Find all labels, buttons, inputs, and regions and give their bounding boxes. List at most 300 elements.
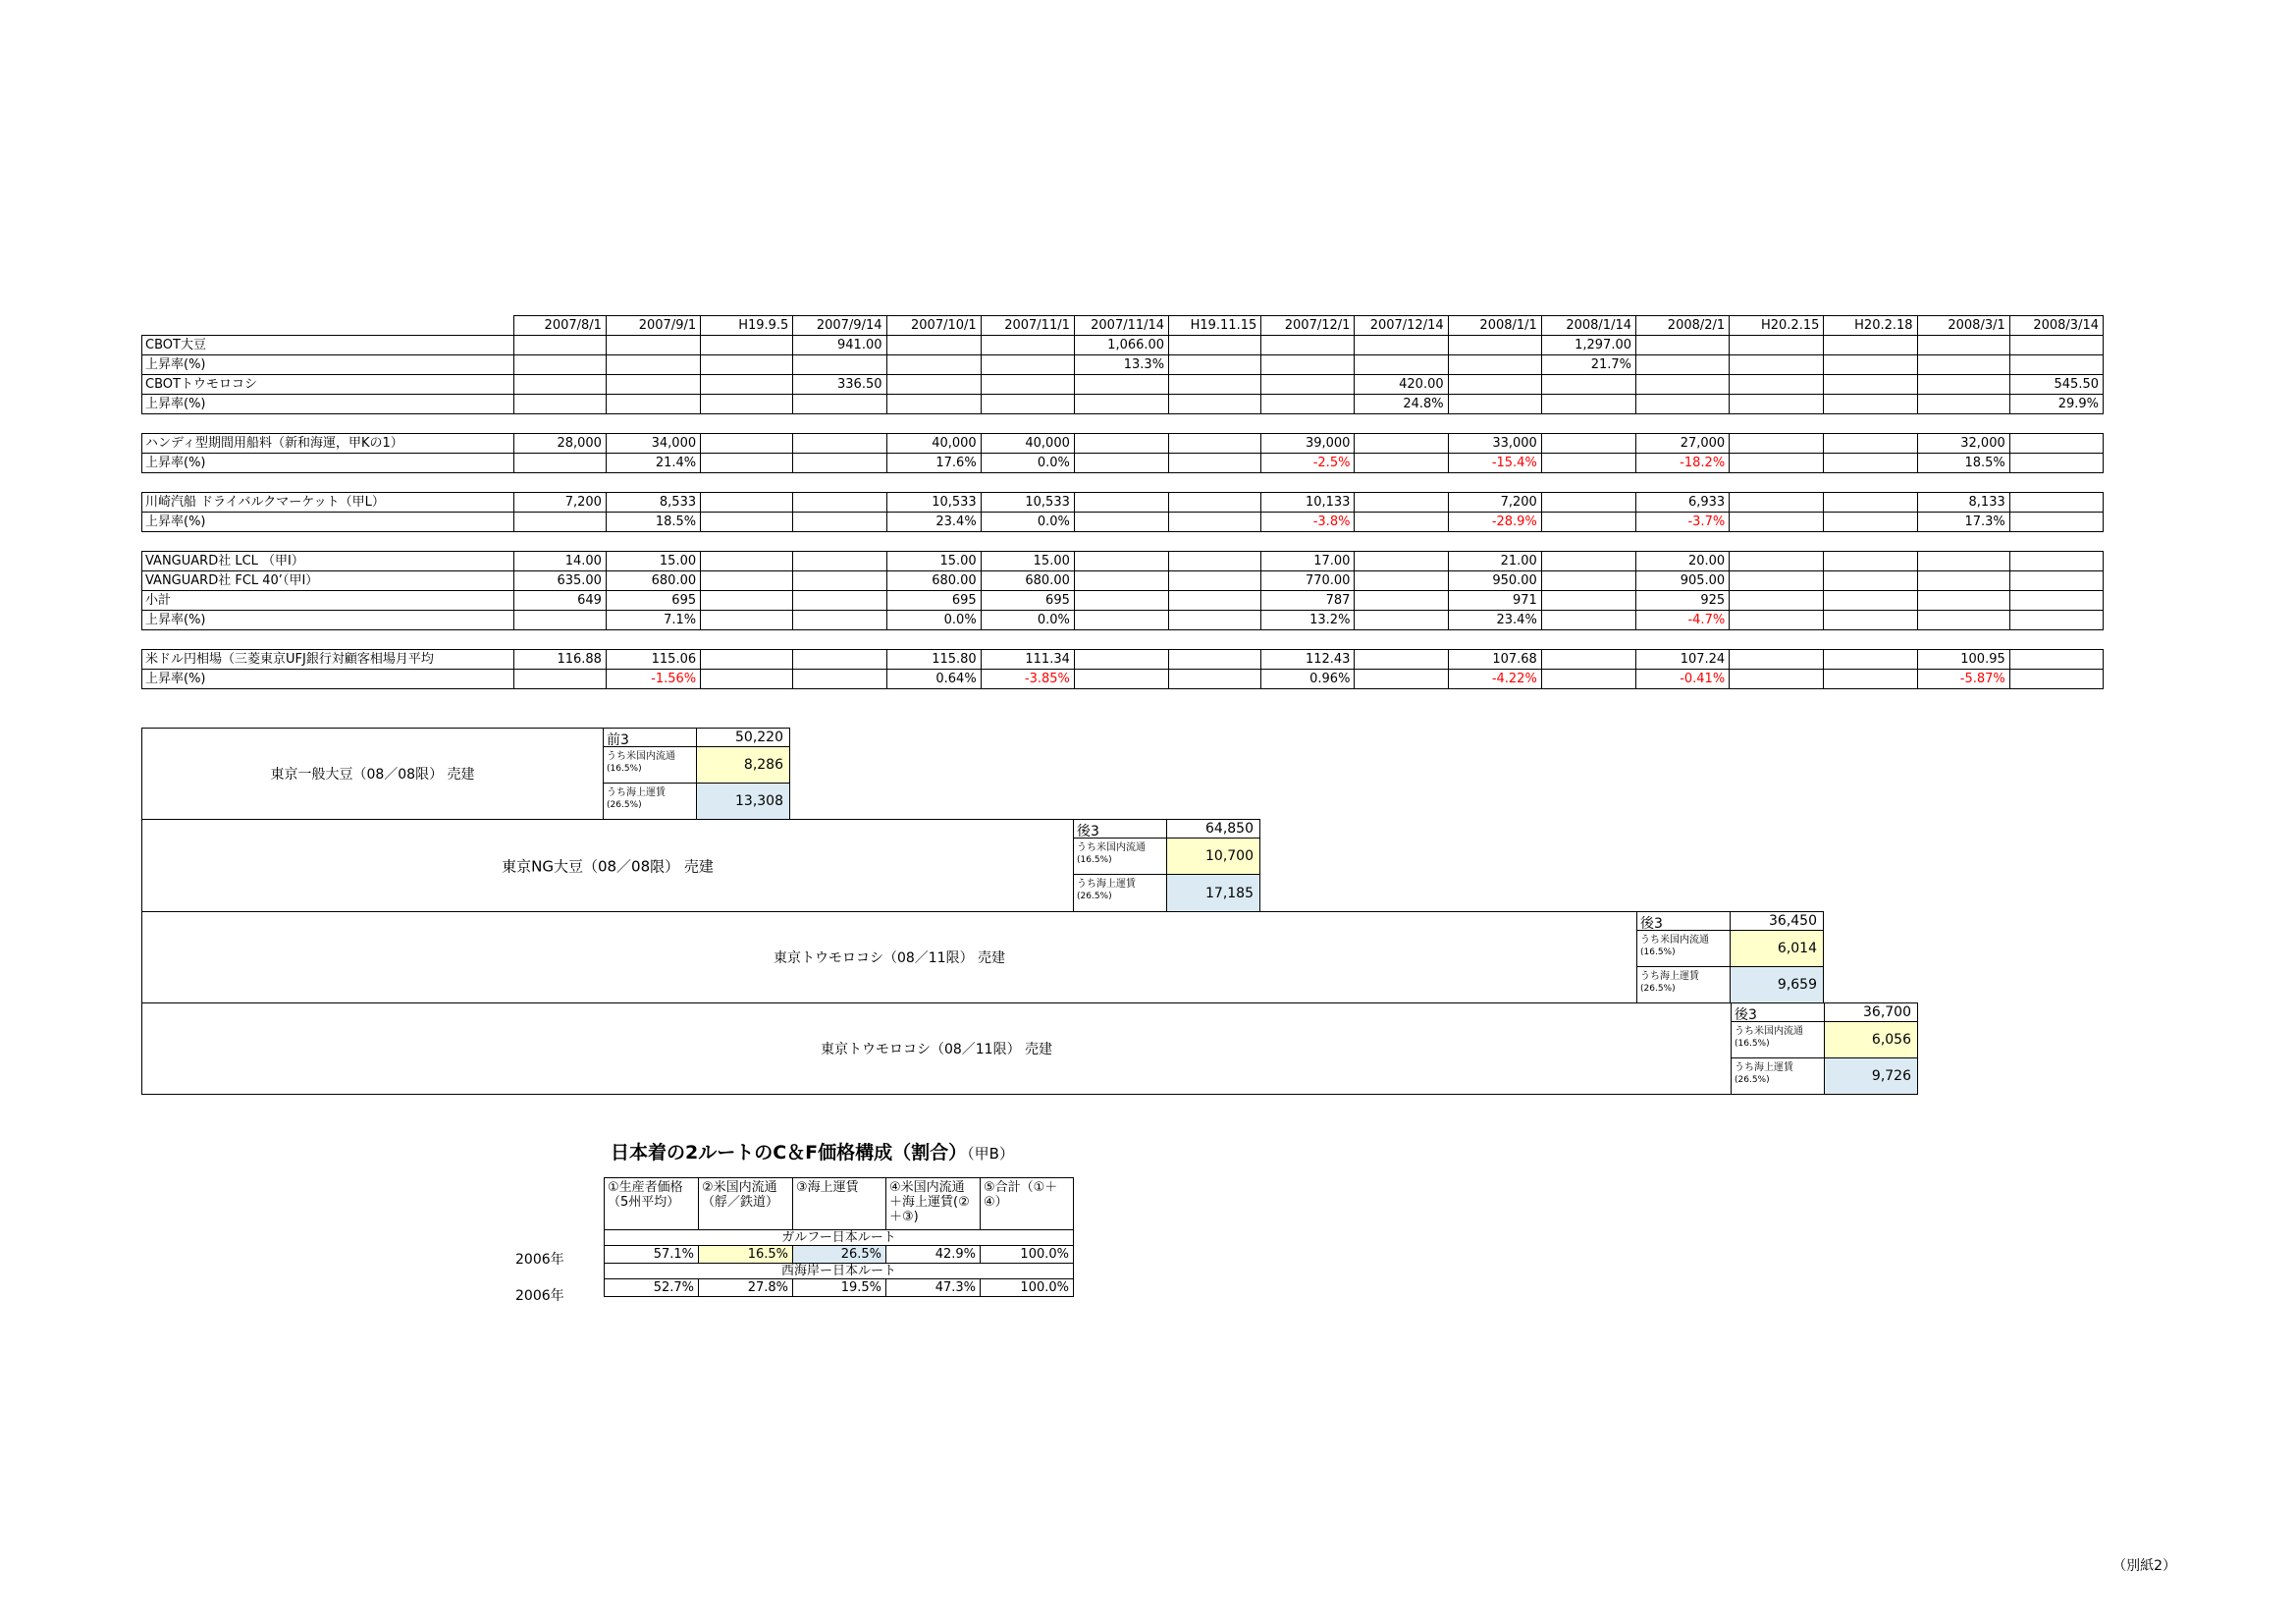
row-label: ハンディ型期間用船料（新和海運，甲Kの1）: [142, 434, 514, 454]
table-cell: 23.4%: [886, 513, 981, 532]
footnote: （別紙2）: [2112, 1558, 2176, 1574]
block-sub1-label: うち米国内流通 (16.5%): [603, 746, 697, 784]
table-row: [142, 375, 2104, 395]
header-date: 2008/1/14: [1541, 316, 1635, 336]
table-cell: [1355, 670, 1448, 689]
table-cell: 680.00: [886, 571, 981, 591]
table-cell: [1169, 591, 1261, 611]
table-cell: [701, 650, 793, 670]
table-cell: 680.00: [606, 571, 700, 591]
composition-title-text: 日本着の2ルートのC＆F価格構成（割合）: [611, 1142, 968, 1164]
table-cell: [1169, 513, 1261, 532]
table-cell: [1824, 670, 1917, 689]
table-cell: [1824, 552, 1917, 571]
table-cell: 0.0%: [886, 611, 981, 630]
table-cell: [981, 375, 1074, 395]
table-cell: [513, 395, 606, 414]
table-cell: [1917, 395, 2009, 414]
table-cell: [513, 670, 606, 689]
table-cell: [1636, 336, 1730, 355]
row-label: VANGUARD社 LCL （甲I）: [142, 552, 514, 571]
header-date: 2007/12/14: [1355, 316, 1448, 336]
table-cell: [1824, 650, 1917, 670]
table-cell: -15.4%: [1448, 454, 1541, 473]
table-cell: [793, 650, 886, 670]
table-cell: [606, 355, 700, 375]
block-soybean-ng: [141, 819, 1074, 912]
header-date: 2008/3/1: [1917, 316, 2009, 336]
table-cell: [886, 375, 981, 395]
table-cell: [793, 591, 886, 611]
table-cell: [1355, 454, 1448, 473]
table-cell: 971: [1448, 591, 1541, 611]
block-label: 東京トウモロコシ（08／11限） 売建: [820, 1042, 1053, 1057]
table-cell: [793, 395, 886, 414]
table-cell: [981, 355, 1074, 375]
header-date: H20.2.15: [1730, 316, 1824, 336]
table-cell: [1074, 493, 1168, 513]
table-cell: 111.34: [981, 650, 1074, 670]
block-label: 東京一般大豆（08／08限） 売建: [270, 767, 475, 783]
table-cell: [1074, 454, 1168, 473]
table-cell: [1824, 611, 1917, 630]
block-head-label: 後3: [1636, 911, 1731, 931]
row-label: 小計: [142, 591, 514, 611]
block-sub2-label: うち海上運賃 (26.5%): [1731, 1057, 1825, 1095]
table-cell: [1636, 355, 1730, 375]
table-cell: [1074, 611, 1168, 630]
table-row: [142, 355, 2104, 375]
table-cell: 905.00: [1636, 571, 1730, 591]
table-cell: [1448, 355, 1541, 375]
table-cell: [1355, 434, 1448, 454]
table-cell: [1917, 611, 2009, 630]
table-cell: [1074, 552, 1168, 571]
header-date: 2007/10/1: [886, 316, 981, 336]
block-label: 東京トウモロコシ（08／11限） 売建: [773, 950, 1006, 966]
table-cell: -1.56%: [606, 670, 700, 689]
table-cell: [1448, 395, 1541, 414]
table-cell: [886, 336, 981, 355]
table-cell: 32,000: [1917, 434, 2009, 454]
header-date: 2007/11/14: [1074, 316, 1168, 336]
block-sub2-label: うち海上運賃 (26.5%): [1073, 874, 1167, 912]
table-cell: [1636, 395, 1730, 414]
row-label: 上昇率(%): [142, 395, 514, 414]
table-cell: [2009, 591, 2103, 611]
table-cell: [1355, 611, 1448, 630]
composition-value: 26.5%: [793, 1246, 886, 1264]
table-cell: -28.9%: [1448, 513, 1541, 532]
composition-value: 100.0%: [981, 1279, 1074, 1297]
table-cell: [793, 611, 886, 630]
table-cell: [1074, 375, 1168, 395]
block-sub1-value: 6,056: [1824, 1021, 1918, 1058]
table-cell: [1541, 513, 1635, 532]
table-cell: [1917, 375, 2009, 395]
table-cell: [1169, 434, 1261, 454]
table-cell: 336.50: [793, 375, 886, 395]
table-cell: [701, 355, 793, 375]
table-cell: [1448, 375, 1541, 395]
table-cell: -0.41%: [1636, 670, 1730, 689]
block-sub1-label: うち米国内流通 (16.5%): [1636, 930, 1731, 967]
composition-table: [604, 1177, 1074, 1297]
block-head-value: 36,700: [1824, 1002, 1918, 1022]
table-cell: [1824, 395, 1917, 414]
table-cell: [1355, 336, 1448, 355]
header-date: 2007/8/1: [513, 316, 606, 336]
table-cell: [793, 434, 886, 454]
table-cell: [1541, 552, 1635, 571]
table-cell: 115.80: [886, 650, 981, 670]
block-sub1-value: 10,700: [1166, 838, 1260, 875]
table-cell: -4.22%: [1448, 670, 1541, 689]
table-cell: [1074, 513, 1168, 532]
table-cell: 29.9%: [2009, 395, 2103, 414]
route-year: 2006年: [515, 1288, 564, 1304]
table-cell: [1730, 611, 1824, 630]
table-cell: [1824, 513, 1917, 532]
table-cell: 770.00: [1261, 571, 1355, 591]
route-name: ガルフー日本ルート: [605, 1230, 1074, 1246]
row-label: VANGUARD社 FCL 40’（甲I）: [142, 571, 514, 591]
table-cell: 17.00: [1261, 552, 1355, 571]
block-corn-2: [141, 1002, 1732, 1095]
table-cell: 925: [1636, 591, 1730, 611]
table-cell: [1355, 571, 1448, 591]
table-cell: 1,066.00: [1074, 336, 1168, 355]
block-sub2-label: うち海上運賃 (26.5%): [1636, 966, 1731, 1003]
row-label: 上昇率(%): [142, 670, 514, 689]
table-cell: 18.5%: [1917, 454, 2009, 473]
table-cell: 107.68: [1448, 650, 1541, 670]
table-cell: [1261, 355, 1355, 375]
block-head-label: 前3: [603, 728, 697, 747]
table-cell: 13.2%: [1261, 611, 1355, 630]
table-cell: [1074, 434, 1168, 454]
table-cell: 116.88: [513, 650, 606, 670]
table-cell: [1730, 571, 1824, 591]
table-cell: [1074, 591, 1168, 611]
header-date: 2008/3/14: [2009, 316, 2103, 336]
table-cell: [1261, 395, 1355, 414]
table-cell: 21.4%: [606, 454, 700, 473]
table-cell: 635.00: [513, 571, 606, 591]
table-cell: [981, 395, 1074, 414]
table-cell: [606, 336, 700, 355]
composition-value: 57.1%: [605, 1246, 699, 1264]
composition-header: ②米国内流通（艀／鉄道）: [699, 1178, 793, 1230]
block-head-label: 後3: [1073, 819, 1167, 839]
table-cell: [1824, 375, 1917, 395]
table-cell: [2009, 454, 2103, 473]
table-cell: 107.24: [1636, 650, 1730, 670]
table-row: [142, 670, 2104, 689]
composition-value: 100.0%: [981, 1246, 1074, 1264]
table-cell: [886, 395, 981, 414]
table-cell: 545.50: [2009, 375, 2103, 395]
block-sub1-value: 6,014: [1730, 930, 1824, 967]
table-cell: [701, 493, 793, 513]
table-cell: 0.0%: [981, 611, 1074, 630]
header-row: [142, 316, 2104, 336]
block-head-value: 64,850: [1166, 819, 1260, 839]
table-cell: [701, 670, 793, 689]
table-cell: 6,933: [1636, 493, 1730, 513]
table-cell: 21.7%: [1541, 355, 1635, 375]
table-cell: [513, 336, 606, 355]
table-cell: [1730, 336, 1824, 355]
table-cell: -2.5%: [1261, 454, 1355, 473]
header-date: 2007/9/1: [606, 316, 700, 336]
table-cell: 14.00: [513, 552, 606, 571]
block-sub2-value: 9,726: [1824, 1057, 1918, 1095]
table-cell: [1824, 454, 1917, 473]
block-head-label: 後3: [1731, 1002, 1825, 1022]
table-cell: [1917, 552, 2009, 571]
table-cell: 112.43: [1261, 650, 1355, 670]
block-sub2-value: 17,185: [1166, 874, 1260, 912]
composition-value: 27.8%: [699, 1279, 793, 1297]
table-cell: [513, 513, 606, 532]
spacer-row: [142, 473, 2104, 493]
table-cell: [701, 336, 793, 355]
table-cell: 950.00: [1448, 571, 1541, 591]
table-cell: 33,000: [1448, 434, 1541, 454]
table-cell: 40,000: [886, 434, 981, 454]
table-cell: 21.00: [1448, 552, 1541, 571]
table-cell: [513, 611, 606, 630]
table-cell: 15.00: [886, 552, 981, 571]
table-cell: [1730, 552, 1824, 571]
table-cell: [1824, 591, 1917, 611]
table-cell: [1074, 395, 1168, 414]
table-cell: [701, 552, 793, 571]
table-row: [142, 395, 2104, 414]
table-cell: [1541, 591, 1635, 611]
table-cell: [701, 454, 793, 473]
table-cell: 941.00: [793, 336, 886, 355]
table-cell: [1730, 493, 1824, 513]
table-cell: [1355, 493, 1448, 513]
table-row: [142, 571, 2104, 591]
table-cell: [1541, 670, 1635, 689]
header-date: H20.2.18: [1824, 316, 1917, 336]
header-date: 2008/2/1: [1636, 316, 1730, 336]
table-cell: [513, 375, 606, 395]
table-cell: [1541, 454, 1635, 473]
route-year: 2006年: [515, 1252, 564, 1268]
table-cell: [2009, 670, 2103, 689]
table-cell: [1169, 375, 1261, 395]
header-date: 2007/12/1: [1261, 316, 1355, 336]
table-cell: [793, 454, 886, 473]
table-cell: -4.7%: [1636, 611, 1730, 630]
table-cell: 17.6%: [886, 454, 981, 473]
table-cell: [1541, 493, 1635, 513]
table-cell: [1074, 650, 1168, 670]
table-cell: [513, 355, 606, 375]
table-cell: [2009, 493, 2103, 513]
table-cell: [1169, 670, 1261, 689]
table-cell: [1730, 434, 1824, 454]
composition-header: ①生産者価格（5州平均）: [605, 1178, 699, 1230]
block-sub2-label: うち海上運賃 (26.5%): [603, 783, 697, 820]
row-label: CBOT大豆: [142, 336, 514, 355]
table-cell: [1169, 493, 1261, 513]
table-cell: [1169, 552, 1261, 571]
table-cell: [1169, 336, 1261, 355]
table-cell: [701, 571, 793, 591]
row-label: 米ドル円相場（三菱東京UFJ銀行対顧客相場月平均: [142, 650, 514, 670]
table-row: [142, 611, 2104, 630]
table-cell: [1730, 395, 1824, 414]
table-cell: [1169, 571, 1261, 591]
block-sub1-label: うち米国内流通 (16.5%): [1073, 838, 1167, 875]
block-sub2-value: 9,659: [1730, 966, 1824, 1003]
composition-title-ref: （甲B）: [967, 1145, 1014, 1163]
table-cell: [2009, 336, 2103, 355]
table-row: [142, 513, 2104, 532]
header-date: H19.11.15: [1169, 316, 1261, 336]
table-cell: 0.96%: [1261, 670, 1355, 689]
table-cell: [793, 493, 886, 513]
table-cell: [793, 552, 886, 571]
table-cell: [701, 375, 793, 395]
table-cell: [1074, 670, 1168, 689]
table-cell: [793, 670, 886, 689]
table-cell: [1169, 650, 1261, 670]
row-label: 上昇率(%): [142, 513, 514, 532]
table-cell: 34,000: [606, 434, 700, 454]
table-cell: [1730, 670, 1824, 689]
table-cell: [1169, 454, 1261, 473]
block-sub2-value: 13,308: [696, 783, 790, 820]
table-cell: -3.7%: [1636, 513, 1730, 532]
table-cell: [981, 336, 1074, 355]
table-cell: 10,533: [886, 493, 981, 513]
table-cell: 13.3%: [1074, 355, 1168, 375]
table-cell: 7,200: [513, 493, 606, 513]
table-cell: [1261, 375, 1355, 395]
block-sub1-label: うち米国内流通 (16.5%): [1731, 1021, 1825, 1058]
header-date: H19.9.5: [701, 316, 793, 336]
table-cell: -18.2%: [1636, 454, 1730, 473]
table-row: [142, 650, 2104, 670]
table-row: [142, 493, 2104, 513]
composition-header: ⑤合計（①＋④）: [981, 1178, 1074, 1230]
table-cell: 39,000: [1261, 434, 1355, 454]
table-cell: 10,133: [1261, 493, 1355, 513]
table-cell: [2009, 552, 2103, 571]
table-cell: [2009, 611, 2103, 630]
table-cell: [513, 454, 606, 473]
table-cell: 649: [513, 591, 606, 611]
table-cell: [1355, 513, 1448, 532]
table-cell: 28,000: [513, 434, 606, 454]
table-cell: 24.8%: [1355, 395, 1448, 414]
table-cell: 787: [1261, 591, 1355, 611]
block-label: 東京NG大豆（08／08限） 売建: [502, 857, 714, 875]
table-cell: -3.8%: [1261, 513, 1355, 532]
composition-value: 42.9%: [886, 1246, 981, 1264]
table-cell: 680.00: [981, 571, 1074, 591]
composition-header: ③海上運賃: [793, 1178, 886, 1230]
table-cell: [1730, 454, 1824, 473]
table-cell: [2009, 650, 2103, 670]
table-cell: 0.64%: [886, 670, 981, 689]
table-cell: -3.85%: [981, 670, 1074, 689]
table-cell: 695: [981, 591, 1074, 611]
table-cell: 15.00: [606, 552, 700, 571]
table-cell: [606, 375, 700, 395]
header-date: 2007/11/1: [981, 316, 1074, 336]
composition-value: 16.5%: [699, 1246, 793, 1264]
table-cell: [701, 395, 793, 414]
table-row: [142, 591, 2104, 611]
table-cell: [1169, 611, 1261, 630]
block-head-value: 36,450: [1730, 911, 1824, 931]
block-head-value: 50,220: [696, 728, 790, 747]
table-cell: [1355, 591, 1448, 611]
row-label: 上昇率(%): [142, 611, 514, 630]
table-cell: [1261, 336, 1355, 355]
table-cell: 15.00: [981, 552, 1074, 571]
table-cell: [1541, 434, 1635, 454]
table-cell: 17.3%: [1917, 513, 2009, 532]
price-table: [141, 315, 2104, 689]
header-date: 2007/9/14: [793, 316, 886, 336]
table-cell: 8,533: [606, 493, 700, 513]
table-cell: [2009, 434, 2103, 454]
row-label: CBOTトウモロコシ: [142, 375, 514, 395]
table-cell: [1824, 355, 1917, 375]
table-cell: [793, 571, 886, 591]
table-cell: [1541, 375, 1635, 395]
table-cell: [1541, 395, 1635, 414]
table-cell: [701, 434, 793, 454]
table-cell: [1730, 355, 1824, 375]
table-cell: [1169, 355, 1261, 375]
table-cell: [1541, 650, 1635, 670]
table-cell: 23.4%: [1448, 611, 1541, 630]
table-cell: [2009, 513, 2103, 532]
table-row: [142, 434, 2104, 454]
table-cell: [1074, 571, 1168, 591]
table-cell: [1824, 336, 1917, 355]
table-cell: [1355, 552, 1448, 571]
table-cell: [886, 355, 981, 375]
composition-header: ④米国内流通＋海上運賃(②＋③): [886, 1178, 981, 1230]
table-cell: [1917, 571, 2009, 591]
table-cell: [1355, 355, 1448, 375]
table-cell: [606, 395, 700, 414]
spacer-row: [142, 532, 2104, 552]
table-cell: 115.06: [606, 650, 700, 670]
table-cell: [793, 513, 886, 532]
table-cell: 10,533: [981, 493, 1074, 513]
composition-value: 47.3%: [886, 1279, 981, 1297]
table-cell: 420.00: [1355, 375, 1448, 395]
table-cell: 7.1%: [606, 611, 700, 630]
table-cell: 100.95: [1917, 650, 2009, 670]
table-cell: 8,133: [1917, 493, 2009, 513]
table-cell: [793, 355, 886, 375]
row-label: 上昇率(%): [142, 454, 514, 473]
table-cell: [1730, 513, 1824, 532]
table-cell: [1636, 375, 1730, 395]
